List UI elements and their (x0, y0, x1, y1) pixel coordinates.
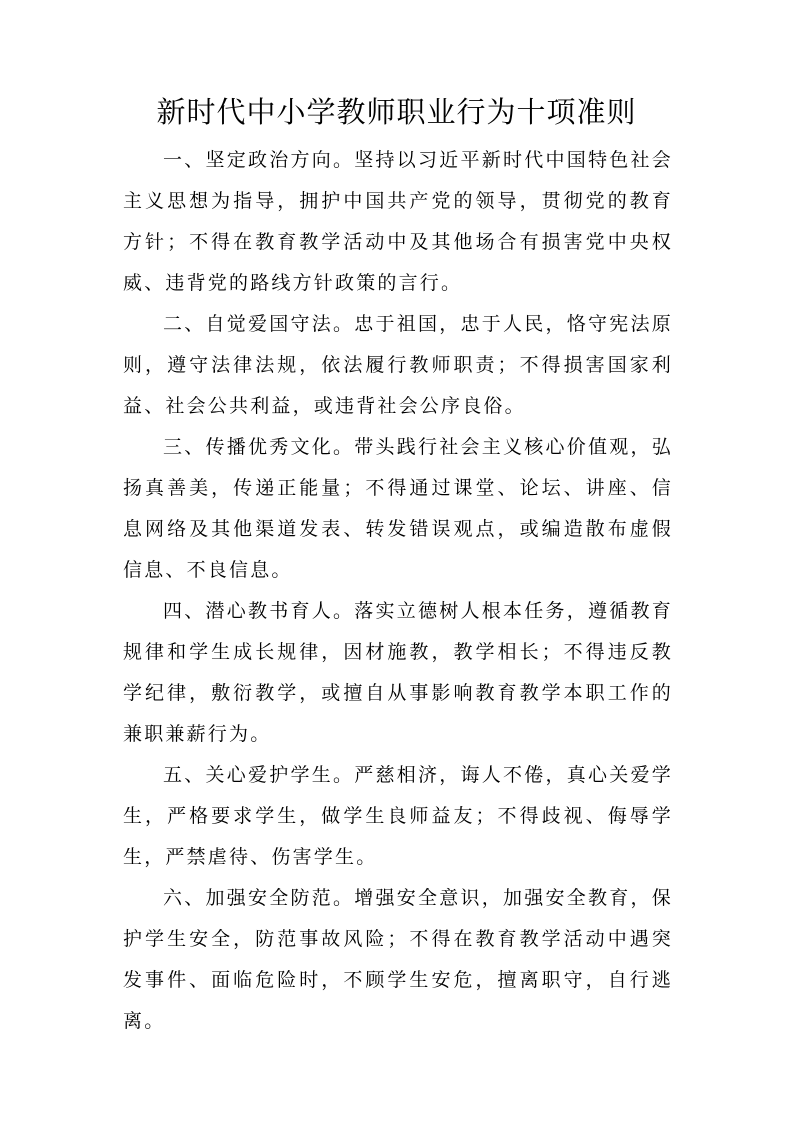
paragraph-patriotism-law: 二、自觉爱国守法。忠于祖国，忠于人民，恪守宪法原则，遵守法律法规，依法履行教师职责；不得损害国家利益、社会公共利益，或违背社会公序良俗。 (123, 313, 673, 417)
paragraph-safety: 六、加强安全防范。增强安全意识，加强安全教育，保护学生安全，防范事故风险；不得在教育教学活动中遇突发事件、面临危险时，不顾学生安危，擅离职守，自行逃离。 (123, 887, 673, 1032)
paragraph-culture: 三、传播优秀文化。带头践行社会主义核心价值观，弘扬真善美，传递正能量；不得通过课堂、论坛、讲座、信息网络及其他渠道发表、转发错误观点，或编造散布虚假信息、不良信息。 (123, 436, 673, 581)
paragraph-political-direction: 一、坚定政治方向。坚持以习近平新时代中国特色社会主义思想为指导，拥护中国共产党的领导，贯彻党的教育方针；不得在教育教学活动中及其他场合有损害党中央权威、违背党的路线方针政策的言行。 (123, 149, 673, 294)
document-body (123, 140, 673, 1042)
paragraph-teaching: 四、潜心教书育人。落实立德树人根本任务，遵循教育规律和学生成长规律，因材施教，教学相长；不得违反教学纪律，敷衍教学，或擅自从事影响教育教学本职工作的兼职兼薪行为。 (123, 600, 673, 745)
document-title: 新时代中小学教师职业行为十项准则 (156, 95, 637, 129)
paragraph-student-care: 五、关心爱护学生。严慈相济，诲人不倦，真心关爱学生，严格要求学生，做学生良师益友；不得歧视、侮辱学生，严禁虐待、伤害学生。 (123, 764, 673, 868)
